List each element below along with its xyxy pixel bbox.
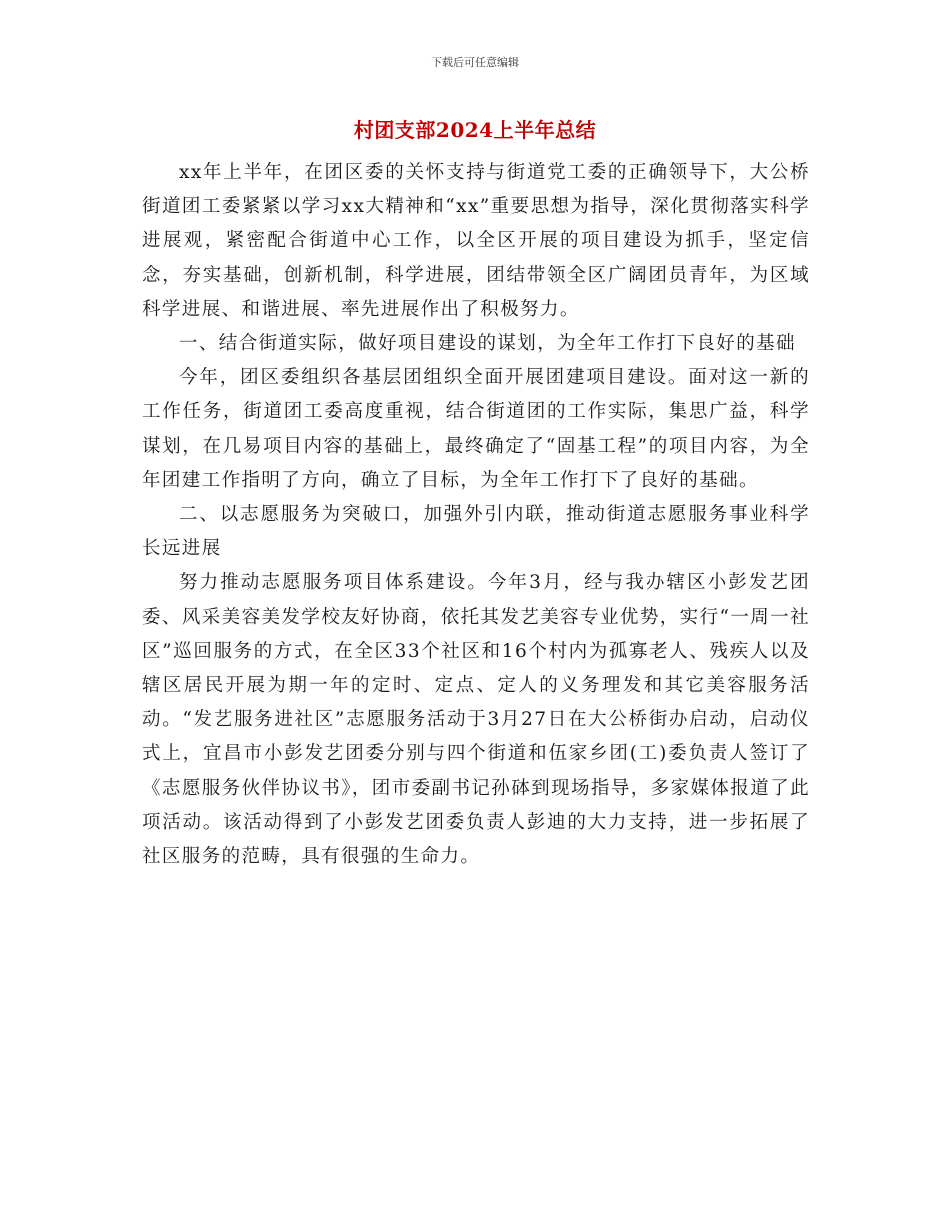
section-heading-2: 二、以志愿服务为突破口，加强外引内联，推动街道志愿服务事业科学长远进展 xyxy=(142,504,810,560)
header-note: 下载后可任意编辑 xyxy=(431,56,519,69)
section-heading-1: 一、结合街道实际，做好项目建设的谋划，为全年工作打下良好的基础 xyxy=(179,333,796,355)
paragraph-section-2: 努力推动志愿服务项目体系建设。今年3月，经与我办辖区小彭发艺团委、风采美容美发学校友好协商，依托其发艺美容专业优势，实行“一周一社区”巡回服务的方式，在全区33个社区和16个村内为孤寡老人、残疾人以及辖区居民开展为期一年的定时、定点、定人的义务理发和其它美容服务活动。“发艺服务进社区”志愿服务活动于3月27日在大公桥街办启动，启动仪式上，宜昌市小彭发艺团委分别与四个街道和伍家乡团(工)委负责人签订了《志愿服务伙伴协议书》，团市委副书记孙砵到现场指导，多家媒体报道了此项活动。该活动得到了小彭发艺团委负责人彭迪的大力支持，进一步拓展了社区服务的范畴，具有很强的生命力。 xyxy=(142,572,810,868)
paragraph-intro: xx年上半年，在团区委的关怀支持与街道党工委的正确领导下，大公桥街道团工委紧紧以学习xx大精神和“xx”重要思想为指导，深化贯彻落实科学进展观，紧密配合街道中心工作，以全区开展的项目建设为抓手，坚定信念，夯实基础，创新机制，科学进展，团结带领全区广阔团员青年，为区域科学进展、和谐进展、率先进展作出了积极努力。 xyxy=(142,162,810,320)
document-title: 村团支部2024上半年总结 xyxy=(353,118,597,142)
paragraph-section-1: 今年，团区委组织各基层团组织全面开展团建项目建设。面对这一新的工作任务，街道团工委高度重视，结合街道团的工作实际，集思广益，科学谋划，在几易项目内容的基础上，最终确定了“固基工程”的项目内容，为全年团建工作指明了方向，确立了目标，为全年工作打下了良好的基础。 xyxy=(142,367,810,491)
document-body xyxy=(142,156,810,874)
